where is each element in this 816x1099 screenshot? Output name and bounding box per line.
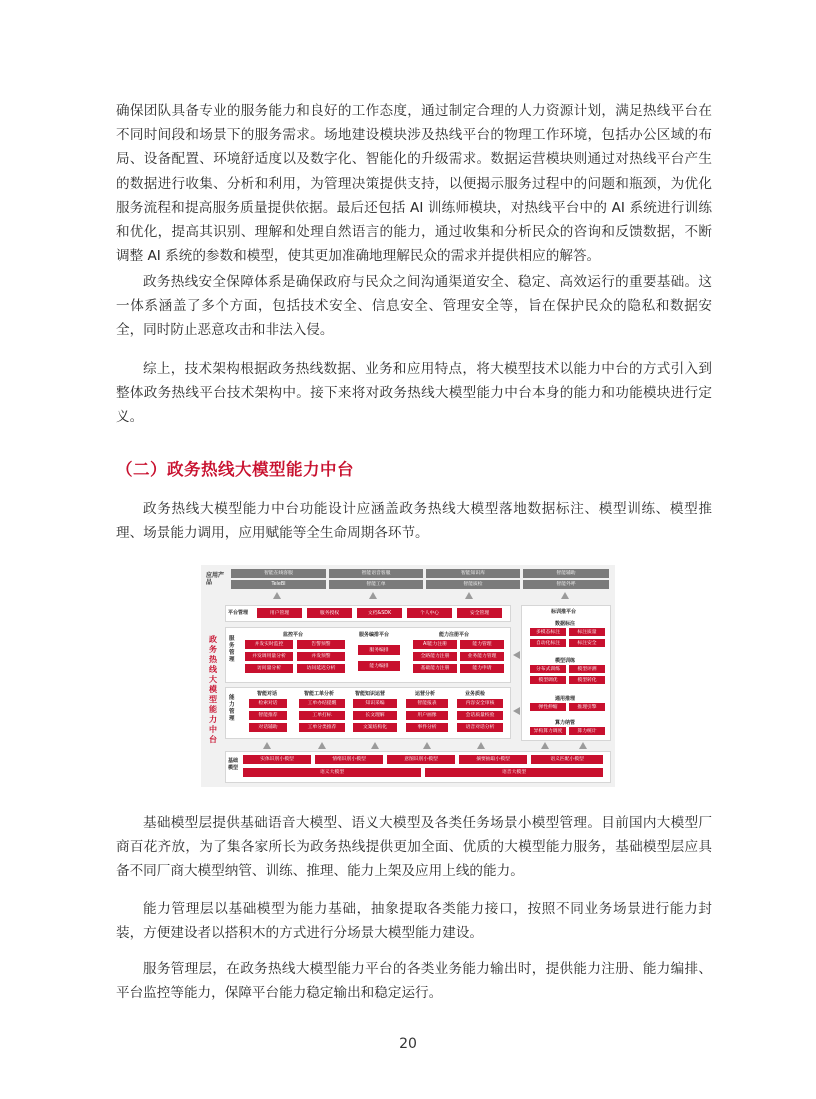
monitor-item: 告警预警 (297, 640, 345, 649)
up-arrow (273, 592, 281, 599)
ability-item: 语音对话分析 (457, 723, 503, 732)
side-title-char: 型 (209, 695, 217, 704)
orchestration-title: 服务编排平台 (359, 632, 390, 638)
side-title (208, 635, 218, 745)
compute-title: 算力纳管 (555, 720, 576, 726)
large-model: 语音大模型 (425, 768, 603, 777)
small-model: 情绪识别小模型 (315, 755, 383, 764)
service-label (229, 636, 237, 664)
ability-group-title: 业务质检 (465, 691, 486, 697)
side-title-char: 中 (209, 725, 217, 734)
up-arrow (465, 592, 473, 599)
side-title-char: 务 (209, 645, 217, 654)
registry-item: 能力管理 (460, 640, 504, 649)
paragraph-7: 服务管理层，在政务热线大模型能力平台的各类业务能力输出时，提供能力注册、能力编排、平台监控等能力，保障平台能力稳定输出和稳定运行。 (116, 961, 712, 1002)
monitor-item: 并发预警 (297, 652, 345, 661)
ability-item: 用户画像 (406, 711, 448, 720)
up-arrow (318, 742, 326, 749)
side-title-char: 政 (209, 635, 217, 644)
service-label-text: 服务管理 (229, 636, 235, 663)
registry-item: 业务能力管理 (460, 652, 504, 661)
side-title-char: 模 (209, 685, 217, 694)
paragraph-5: 基础模型层提供基础语音大模型、语义大模型及各类任务场景小模型管理。目前国内大模型厂商百花齐放，为了集各家所长为政务热线提供更加全面、优质的大模型能力服务，基础模型层应具备不同厂商大模型纳管、训练、推理、能力上架及应用上线的能力。 (116, 815, 712, 880)
ability-group-title: 智能对话 (257, 691, 278, 697)
section-heading: （二）政务热线大模型能力中台 (116, 460, 354, 479)
up-arrow (263, 742, 271, 749)
infer-item: 推理引擎 (569, 703, 605, 711)
platform-label: 平台管理 (228, 610, 249, 616)
platform-item: 用户管理 (257, 608, 302, 618)
ability-group-title: 智能工单分析 (304, 691, 335, 697)
up-arrow (541, 742, 549, 749)
ability-item: 长文理解 (353, 711, 397, 720)
app-item: 智能语音客服 (329, 569, 423, 578)
model-item: 模型调优 (530, 676, 566, 684)
registry-item: AI能力注册 (413, 640, 457, 649)
base-label-text: 基础模型 (228, 758, 239, 771)
up-arrow (423, 742, 431, 749)
app-item: 智能质检 (426, 580, 520, 589)
platform-item: 服务授权 (307, 608, 352, 618)
inference-title: 通用推理 (555, 696, 576, 702)
platform-item: 个人中心 (407, 608, 452, 618)
ability-item: 知识采编 (353, 699, 397, 708)
data-item: 标注安全 (569, 639, 605, 647)
platform-item: 安全管理 (457, 608, 502, 618)
ability-item: 内容安全审核 (457, 699, 503, 708)
ability-item: 智能推荐 (249, 711, 287, 720)
monitor-item: 访问量分析 (245, 664, 293, 673)
small-model: 实体识别小模型 (243, 755, 311, 764)
app-layer-label: 应用产品 (206, 572, 225, 586)
orchestration-item: 服务编排 (358, 645, 400, 655)
side-title-char: 线 (209, 665, 217, 674)
monitor-item: 访问延迟分析 (297, 664, 345, 673)
paragraph-4: 政务热线大模型能力中台功能设计应涵盖政务热线大模型落地数据标注、模型训练、模型推理、场景能力调用，应用赋能等全生命周期各环节。 (116, 501, 712, 542)
large-model: 语义大模型 (243, 768, 421, 777)
side-title-char: 热 (209, 655, 217, 664)
monitor-item: 并发调用量分析 (245, 652, 293, 661)
compute-item: 异构算力调度 (530, 727, 566, 735)
app-item: 智能辅助 (523, 569, 609, 578)
monitor-item: 并发实时监控 (245, 640, 293, 649)
model-item: 分布式训练 (530, 665, 566, 673)
left-arrow (513, 651, 520, 659)
app-item: 智能外呼 (523, 580, 609, 589)
registry-item: 能力申请 (460, 664, 504, 673)
up-arrow (561, 592, 569, 599)
registry-item: 基础能力注册 (413, 664, 457, 673)
ability-item: 检索对话 (249, 699, 287, 708)
model-item: 模型评测 (569, 665, 605, 673)
train-infer-title: 标训推平台 (551, 609, 577, 615)
ability-item: 文案结构化 (353, 723, 397, 732)
page-number: 20 (399, 1036, 417, 1052)
app-item: 智能知识库 (426, 569, 520, 578)
app-item: 智能工单 (329, 580, 423, 589)
side-title-char: 力 (209, 715, 217, 724)
data-item: 标注质量 (569, 628, 605, 636)
left-arrow (513, 707, 520, 715)
side-title-char: 大 (209, 675, 217, 684)
side-title-char: 台 (209, 735, 217, 744)
architecture-diagram (201, 565, 615, 787)
model-item: 模型转化 (569, 676, 605, 684)
ability-item: 工单分类推荐 (299, 723, 345, 732)
small-model: 语义匹配小模型 (531, 755, 603, 764)
paragraph-3: 综上，技术架构根据政务热线数据、业务和应用特点，将大模型技术以能力中台的方式引入到整体政务热线平台技术架构中。接下来将对政务热线大模型能力中台本身的能力和功能模块进行定义。 (116, 361, 712, 426)
up-arrow (371, 742, 379, 749)
ability-item: 会话质量校验 (457, 711, 503, 720)
platform-item: 文档&SDK (357, 608, 402, 618)
ability-group-title: 智能知识运营 (355, 691, 386, 697)
ability-item: 事件分析 (406, 723, 448, 732)
up-arrow (579, 742, 587, 749)
data-label-title: 数据标注 (555, 621, 576, 627)
ability-label-text: 能力管理 (229, 695, 235, 722)
ability-item: 智能报表 (406, 699, 448, 708)
monitor-title: 监控平台 (283, 632, 304, 638)
infer-item: 弹性伸缩 (530, 703, 566, 711)
ability-group-title: 运营分析 (415, 691, 436, 697)
ability-label (229, 695, 237, 723)
orchestration-item: 能力编排 (358, 661, 400, 671)
registry-title: 能力注册平台 (439, 632, 470, 638)
side-title-char: 能 (209, 705, 217, 714)
app-item: 智能在线客服 (231, 569, 326, 578)
small-model: 意图识别小模型 (387, 755, 455, 764)
compute-item: 算力统计 (569, 727, 605, 735)
ability-item: 工单办结提醒 (299, 699, 345, 708)
up-arrow (477, 742, 485, 749)
registry-item: 全路能力注册 (413, 652, 457, 661)
ability-item: 对话辅助 (249, 723, 287, 732)
ability-item: 工单打标 (299, 711, 345, 720)
up-arrow (369, 592, 377, 599)
base-label (228, 758, 240, 772)
paragraph-2: 政务热线安全保障体系是确保政府与民众之间沟通渠道安全、稳定、高效运行的重要基础。这一体系涵盖了多个方面，包括技术安全、信息安全、管理安全等，旨在保护民众的隐私和数据安全，同时防止恶意攻击和非法入侵。 (116, 274, 712, 339)
paragraph-1: 确保团队具备专业的服务能力和良好的工作态度，通过制定合理的人力资源计划，满足热线平台在不同时间段和场景下的服务需求。场地建设模块涉及热线平台的物理工作环境，包括办公区域的布局、设备配置、环境舒适度以及数字化、智能化的升级需求。数据运营模块则通过对热线平台产生的数据进行收集、分析和利用，为管理决策提供支持，以便揭示服务过程中的问题和瓶颈，为优化服务流程和提高服务质量提供依据。最后还包括 AI 训练师模块，对热线平台中的 AI 系统进行训练和优化，提高其识别、理解和处理自然语言的能力，通过收集和分析民众的咨询和反馈数据，不断调整 AI 系统的参数和模型，使其更加准确地理解民众的需求并提供相应的解答。 (116, 103, 712, 265)
paragraph-6: 能力管理层以基础模型为能力基础，抽象提取各类能力接口，按照不同业务场景进行能力封装，方便建设者以搭积木的方式进行分场景大模型能力建设。 (116, 901, 712, 942)
data-item: 自动化标注 (530, 639, 566, 647)
app-item: TeleBI (231, 580, 326, 589)
data-item: 多模态标注 (530, 628, 566, 636)
small-model: 摘要抽取小模型 (459, 755, 527, 764)
model-training-title: 模型训练 (555, 658, 576, 664)
